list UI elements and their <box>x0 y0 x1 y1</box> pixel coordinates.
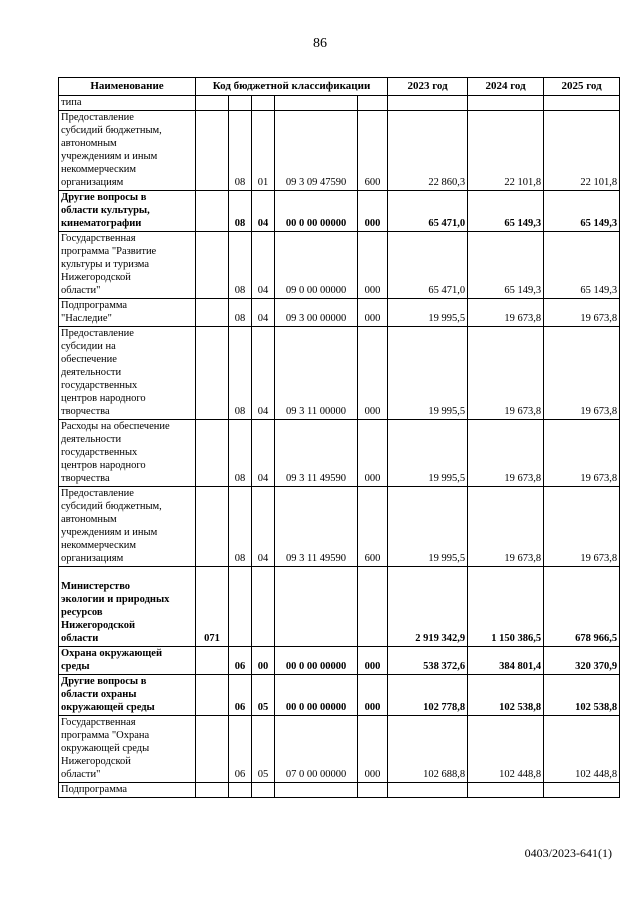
cell-value-2024 <box>468 783 544 798</box>
cell-expense-type: 000 <box>358 647 388 675</box>
cell-expense-type <box>358 783 388 798</box>
cell-value-2023: 19 995,5 <box>388 420 468 487</box>
cell-section: 06 <box>229 647 252 675</box>
header-name: Наименование <box>59 78 196 96</box>
cell-value-2023 <box>388 96 468 111</box>
cell-value-2024: 19 673,8 <box>468 487 544 567</box>
cell-name: Министерство экологии и природных ресурсов Нижегородской области <box>59 567 196 647</box>
cell-expense-type <box>358 567 388 647</box>
cell-value-2024: 19 673,8 <box>468 327 544 420</box>
table-row <box>59 647 620 675</box>
page-number: 86 <box>313 36 327 51</box>
cell-section: 08 <box>229 420 252 487</box>
cell-value-2024: 1 150 386,5 <box>468 567 544 647</box>
cell-dept-code <box>196 716 229 783</box>
cell-section <box>229 96 252 111</box>
cell-value-2025: 678 966,5 <box>544 567 620 647</box>
cell-dept-code <box>196 232 229 299</box>
cell-subsection: 04 <box>252 299 275 327</box>
cell-value-2023: 19 995,5 <box>388 487 468 567</box>
cell-section: 08 <box>229 232 252 299</box>
cell-subsection: 05 <box>252 716 275 783</box>
cell-value-2023: 102 688,8 <box>388 716 468 783</box>
cell-expense-type: 600 <box>358 487 388 567</box>
header-code: Код бюджетной классификации <box>196 78 388 96</box>
cell-subsection: 04 <box>252 420 275 487</box>
table-row <box>59 299 620 327</box>
cell-value-2025: 320 370,9 <box>544 647 620 675</box>
cell-value-2025: 102 538,8 <box>544 675 620 716</box>
cell-value-2024: 384 801,4 <box>468 647 544 675</box>
cell-section <box>229 783 252 798</box>
cell-value-2025: 19 673,8 <box>544 327 620 420</box>
cell-expense-type: 000 <box>358 716 388 783</box>
cell-section: 06 <box>229 675 252 716</box>
table-row <box>59 232 620 299</box>
cell-dept-code <box>196 487 229 567</box>
cell-value-2023 <box>388 783 468 798</box>
table-row <box>59 567 620 647</box>
cell-expense-type: 000 <box>358 191 388 232</box>
cell-value-2025: 102 448,8 <box>544 716 620 783</box>
cell-dept-code <box>196 191 229 232</box>
cell-target-article: 09 3 11 49590 <box>275 420 358 487</box>
cell-dept-code <box>196 675 229 716</box>
cell-value-2025: 65 149,3 <box>544 232 620 299</box>
cell-expense-type: 600 <box>358 111 388 191</box>
cell-name: Другие вопросы в области охраны окружающей среды <box>59 675 196 716</box>
cell-subsection: 04 <box>252 487 275 567</box>
header-2024: 2024 год <box>468 78 544 96</box>
cell-dept-code <box>196 783 229 798</box>
cell-section <box>229 567 252 647</box>
cell-dept-code <box>196 647 229 675</box>
cell-subsection: 04 <box>252 327 275 420</box>
cell-dept-code <box>196 299 229 327</box>
cell-value-2023: 538 372,6 <box>388 647 468 675</box>
table-row <box>59 111 620 191</box>
cell-target-article <box>275 567 358 647</box>
cell-name: Расходы на обеспечение деятельности государственных центров народного творчества <box>59 420 196 487</box>
cell-dept-code <box>196 96 229 111</box>
cell-target-article: 00 0 00 00000 <box>275 647 358 675</box>
table-row <box>59 716 620 783</box>
cell-subsection: 04 <box>252 191 275 232</box>
header-2025: 2025 год <box>544 78 620 96</box>
cell-expense-type <box>358 96 388 111</box>
cell-name: Охрана окружающей среды <box>59 647 196 675</box>
table-row <box>59 487 620 567</box>
cell-name: Государственная программа "Развитие культуры и туризма Нижегородской области" <box>59 232 196 299</box>
cell-section: 08 <box>229 327 252 420</box>
table-body <box>59 96 620 798</box>
cell-target-article <box>275 96 358 111</box>
header-2023: 2023 год <box>388 78 468 96</box>
cell-section: 08 <box>229 111 252 191</box>
cell-dept-code: 071 <box>196 567 229 647</box>
cell-subsection: 04 <box>252 232 275 299</box>
cell-value-2024: 102 538,8 <box>468 675 544 716</box>
cell-value-2025 <box>544 783 620 798</box>
cell-value-2023: 65 471,0 <box>388 191 468 232</box>
cell-dept-code <box>196 420 229 487</box>
cell-name: Подпрограмма "Наследие" <box>59 299 196 327</box>
cell-name: Предоставление субсидии на обеспечение деятельности государственных центров народного творчества <box>59 327 196 420</box>
cell-value-2025: 19 673,8 <box>544 420 620 487</box>
budget-table <box>58 77 620 798</box>
cell-target-article: 09 3 11 00000 <box>275 327 358 420</box>
cell-value-2023: 65 471,0 <box>388 232 468 299</box>
table-row <box>59 783 620 798</box>
cell-subsection: 05 <box>252 675 275 716</box>
cell-value-2024 <box>468 96 544 111</box>
table-row <box>59 96 620 111</box>
cell-target-article: 09 3 09 47590 <box>275 111 358 191</box>
cell-value-2023: 2 919 342,9 <box>388 567 468 647</box>
cell-value-2025: 19 673,8 <box>544 487 620 567</box>
cell-target-article: 00 0 00 00000 <box>275 675 358 716</box>
cell-value-2023: 102 778,8 <box>388 675 468 716</box>
cell-target-article: 00 0 00 00000 <box>275 191 358 232</box>
cell-expense-type: 000 <box>358 420 388 487</box>
cell-name: типа <box>59 96 196 111</box>
cell-subsection: 01 <box>252 111 275 191</box>
cell-subsection <box>252 96 275 111</box>
cell-target-article: 09 3 11 49590 <box>275 487 358 567</box>
cell-name: Предоставление субсидий бюджетным, автономным учреждениям и иным некоммерческим организациям <box>59 487 196 567</box>
cell-name: Другие вопросы в области культуры, кинематографии <box>59 191 196 232</box>
cell-value-2023: 22 860,3 <box>388 111 468 191</box>
cell-value-2024: 22 101,8 <box>468 111 544 191</box>
cell-value-2025: 19 673,8 <box>544 299 620 327</box>
header-row <box>59 78 620 96</box>
cell-value-2025: 65 149,3 <box>544 191 620 232</box>
cell-value-2023: 19 995,5 <box>388 299 468 327</box>
cell-section: 08 <box>229 191 252 232</box>
cell-dept-code <box>196 111 229 191</box>
cell-value-2024: 19 673,8 <box>468 299 544 327</box>
cell-value-2024: 102 448,8 <box>468 716 544 783</box>
cell-expense-type: 000 <box>358 232 388 299</box>
cell-section: 06 <box>229 716 252 783</box>
cell-section: 08 <box>229 299 252 327</box>
cell-value-2024: 19 673,8 <box>468 420 544 487</box>
cell-name: Предоставление субсидий бюджетным, автономным учреждениям и иным некоммерческим организациям <box>59 111 196 191</box>
cell-value-2023: 19 995,5 <box>388 327 468 420</box>
cell-target-article: 09 0 00 00000 <box>275 232 358 299</box>
cell-target-article: 07 0 00 00000 <box>275 716 358 783</box>
cell-subsection <box>252 783 275 798</box>
cell-name: Государственная программа "Охрана окружающей среды Нижегородской области" <box>59 716 196 783</box>
cell-target-article <box>275 783 358 798</box>
cell-section: 08 <box>229 487 252 567</box>
cell-subsection: 00 <box>252 647 275 675</box>
table-row <box>59 675 620 716</box>
cell-expense-type: 000 <box>358 299 388 327</box>
table-row <box>59 191 620 232</box>
cell-value-2025 <box>544 96 620 111</box>
table-row <box>59 327 620 420</box>
cell-value-2024: 65 149,3 <box>468 232 544 299</box>
table-row <box>59 420 620 487</box>
cell-value-2025: 22 101,8 <box>544 111 620 191</box>
cell-expense-type: 000 <box>358 675 388 716</box>
cell-name: Подпрограмма <box>59 783 196 798</box>
cell-value-2024: 65 149,3 <box>468 191 544 232</box>
document-number: 0403/2023-641(1) <box>524 846 612 860</box>
cell-dept-code <box>196 327 229 420</box>
cell-subsection <box>252 567 275 647</box>
cell-target-article: 09 3 00 00000 <box>275 299 358 327</box>
cell-expense-type: 000 <box>358 327 388 420</box>
